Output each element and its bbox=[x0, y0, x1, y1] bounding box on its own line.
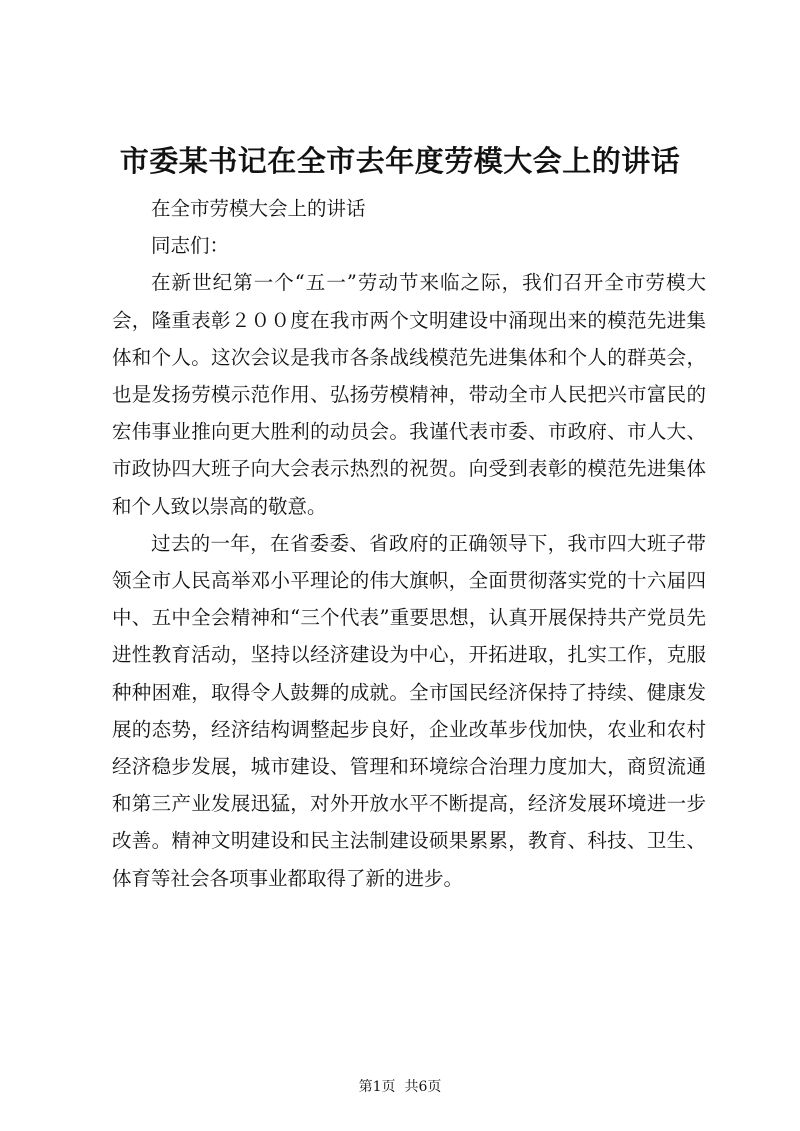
paragraph-opening: 在新世纪第一个“五一”劳动节来临之际，我们召开全市劳模大会，隆重表彰２００度在我市两个文明建设中涌现出来的模范先进集体和个人。这次会议是我市各条战线模范先进集体和个人的群英会，也是发扬劳模示范作用、弘扬劳模精神，带动全市人民把兴市富民的宏伟事业推向更大胜利的动员会。我谨代表市委、市政府、市人大、市政协四大班子向大会表示热烈的祝贺。向受到表彰的模范先进集体和个人致以崇高的敬意。 bbox=[112, 271, 706, 518]
paragraph-salutation: 同志们： bbox=[151, 234, 230, 258]
document-title: 市委某书记在全市去年度劳模大会上的讲话 bbox=[119, 144, 681, 178]
page-footer bbox=[0, 1077, 800, 1097]
page-number-label: 第1页 共6页 bbox=[358, 1079, 442, 1095]
paragraph-subtitle: 在全市劳模大会上的讲话 bbox=[151, 197, 366, 220]
document-body bbox=[112, 190, 706, 897]
paragraph-review: 过去的一年，在省委委、省政府的正确领导下，我市四大班子带领全市人民高举邓小平理论的伟大旗帜，全面贯彻落实党的十六届四中、五中全会精神和“三个代表”重要思想，认真开展保持共产党员先进性教育活动，坚持以经济建设为中心，开拓进取，扎实工作，克服种种困难，取得令人鼓舞的成就。全市国民经济保持了持续、健康发展的态势，经济结构调整起步良好，企业改革步伐加快，农业和农村经济稳步发展，城市建设、管理和环境综合治理力度加大，商贸流通和第三产业发展迅猛，对外开放水平不断提高，经济发展环境进一步改善。精神文明建设和民主法制建设硕果累累，教育、科技、卫生、体育等社会各项事业都取得了新的进步。 bbox=[112, 531, 706, 890]
